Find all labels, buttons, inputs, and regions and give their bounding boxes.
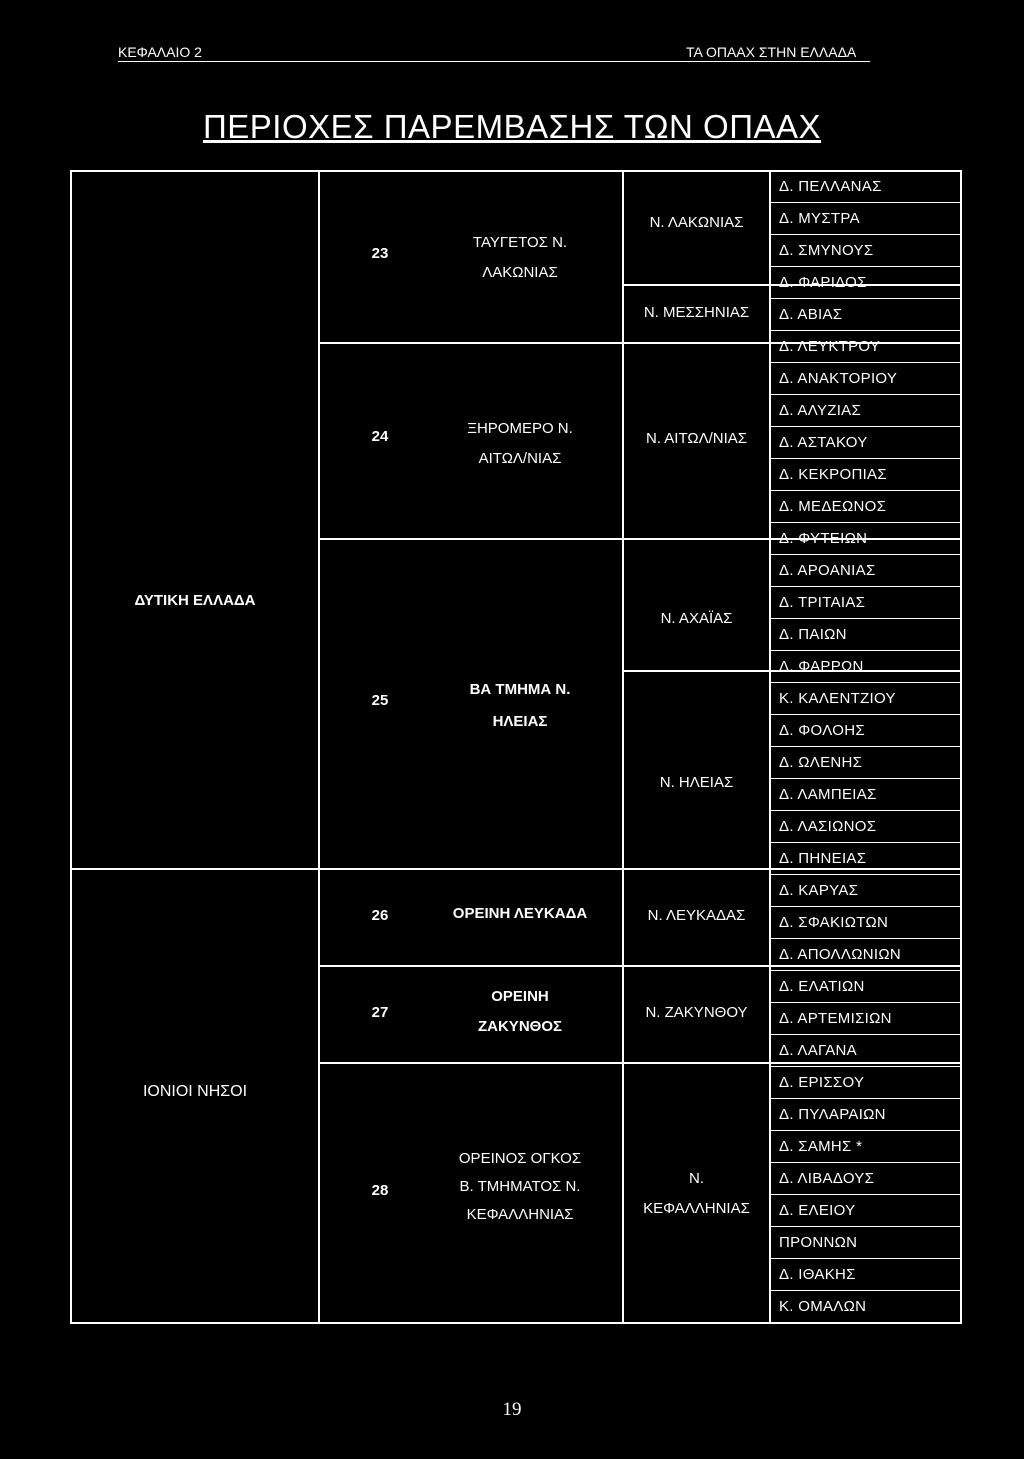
municipality-item: Δ. ΑΒΙΑΣ xyxy=(779,306,843,323)
municipality-row-divider xyxy=(769,394,962,395)
header-rule xyxy=(118,61,870,62)
municipality-item: Δ. ΑΡΤΕΜΙΣΙΩΝ xyxy=(779,1010,892,1027)
municipality-row-divider xyxy=(769,1162,962,1163)
municipality-row-divider xyxy=(769,1002,962,1003)
municipality-row-divider xyxy=(769,618,962,619)
municipality-row-divider xyxy=(769,426,962,427)
municipality-item: Δ. ΠΕΛΛΑΝΑΣ xyxy=(779,178,882,195)
municipality-item: Δ. ΠΥΛΑΡΑΙΩΝ xyxy=(779,1106,886,1123)
municipality-row-divider xyxy=(769,1194,962,1195)
table-border-left xyxy=(70,170,72,1324)
row-divider xyxy=(318,965,962,967)
area-name-line: ΟΡΕΙΝΗ xyxy=(491,988,549,1005)
municipality-item: Κ. ΚΑΛΕΝΤΖΙΟΥ xyxy=(779,690,896,707)
municipality-row-divider xyxy=(769,970,962,971)
area-number: 25 xyxy=(371,692,389,709)
page-title: ΠΕΡΙΟΧΕΣ ΠΑΡΕΜΒΑΣΗΣ ΤΩΝ ΟΠΑΑΧ xyxy=(202,108,822,145)
municipality-row-divider xyxy=(769,1066,962,1067)
area-name xyxy=(420,228,620,288)
area-name-line: Β. ΤΜΗΜΑΤΟΣ Ν. xyxy=(459,1178,581,1195)
prefecture-name: Ν. ΛΕΥΚΑΔΑΣ xyxy=(647,907,746,924)
municipality-row-divider xyxy=(769,1098,962,1099)
municipality-row-divider xyxy=(769,714,962,715)
municipality-row-divider xyxy=(769,490,962,491)
municipality-item: Δ. ΚΑΡΥΑΣ xyxy=(779,882,859,899)
area-name-line: ΖΑΚΥΝΘΟΣ xyxy=(477,1018,562,1035)
prefecture-name: Ν. ΑΧΑΪΑΣ xyxy=(660,610,733,627)
municipality-item: Δ. ΛΑΣΙΩΝΟΣ xyxy=(779,818,877,835)
municipality-row-divider xyxy=(769,298,962,299)
municipality-item: Δ. ΦΟΛΟΗΣ xyxy=(779,722,865,739)
municipality-row-divider xyxy=(769,586,962,587)
municipality-item: Δ. ΜΕΔΕΩΝΟΣ xyxy=(779,498,887,515)
area-name-line: ΒΑ ΤΜΗΜΑ Ν. xyxy=(469,681,571,698)
municipality-item: Δ. ΩΛΕΝΗΣ xyxy=(779,754,863,771)
municipality-item: Δ. ΕΛΑΤΙΩΝ xyxy=(779,978,865,995)
region-name: ΙΟΝΙΟΙ ΝΗΣΟΙ xyxy=(142,1083,248,1100)
municipality-row-divider xyxy=(769,1258,962,1259)
municipality-item: Δ. ΤΡΙΤΑΙΑΣ xyxy=(779,594,866,611)
municipality-row-divider xyxy=(769,778,962,779)
municipality-item: Δ. ΕΡΙΣΣΟΥ xyxy=(779,1074,865,1091)
municipality-item: Δ. ΣΦΑΚΙΩΤΩΝ xyxy=(779,914,889,931)
municipality-item: Δ. ΑΛΥΖΙΑΣ xyxy=(779,402,862,419)
municipality-row-divider xyxy=(769,266,962,267)
table-border-bottom xyxy=(70,1322,962,1324)
area-name xyxy=(420,982,620,1042)
area-number: 26 xyxy=(371,907,389,924)
page-number: 19 xyxy=(502,1399,522,1420)
municipality-row-divider xyxy=(769,522,962,523)
area-number: 23 xyxy=(371,245,389,262)
municipality-item: Δ. ΑΠΟΛΛΩΝΙΩΝ xyxy=(779,946,901,963)
region-name: ΔΥΤΙΚΗ ΕΛΛΑΔΑ xyxy=(134,592,256,609)
prefecture-name: Ν. ΜΕΣΣΗΝΙΑΣ xyxy=(643,304,750,321)
municipality-item: Δ. ΣΑΜΗΣ * xyxy=(779,1138,863,1155)
prefecture-name xyxy=(624,1164,769,1224)
municipality-row-divider xyxy=(769,906,962,907)
municipality-row-divider xyxy=(769,810,962,811)
municipality-row-divider xyxy=(769,458,962,459)
municipality-row-divider xyxy=(769,938,962,939)
area-name xyxy=(420,1145,620,1229)
municipality-item: Δ. ΛΑΜΠΕΙΑΣ xyxy=(779,786,877,803)
area-name xyxy=(420,674,620,738)
municipality-item: Δ. ΛΕΥΚΤΡΟΥ xyxy=(779,338,881,355)
area-name-line: ΟΡΕΙΝΗ ΛΕΥΚΑΔΑ xyxy=(452,905,588,922)
municipality-item: Δ. ΦΑΡΙΔΟΣ xyxy=(779,274,867,291)
municipality-row-divider xyxy=(769,554,962,555)
municipality-item: Δ. ΚΕΚΡΟΠΙΑΣ xyxy=(779,466,887,483)
area-number: 28 xyxy=(371,1182,389,1199)
municipality-item: Δ. ΛΑΓΑΝΑ xyxy=(779,1042,857,1059)
municipality-item: ΠΡΟΝΝΩΝ xyxy=(779,1234,858,1251)
municipality-item: Δ. ΜΥΣΤΡΑ xyxy=(779,210,860,227)
municipality-row-divider xyxy=(769,746,962,747)
municipality-row-divider xyxy=(769,234,962,235)
prefecture-name: Ν. ΖΑΚΥΝΘΟΥ xyxy=(645,1004,748,1021)
prefecture-name: Ν. ΗΛΕΙΑΣ xyxy=(659,774,734,791)
prefecture-name-line: Ν. xyxy=(689,1170,704,1187)
municipality-item: Δ. ΑΡΟΑΝΙΑΣ xyxy=(779,562,876,579)
area-name-line: ΗΛΕΙΑΣ xyxy=(492,713,548,730)
municipality-row-divider xyxy=(769,1130,962,1131)
table-border-top xyxy=(70,170,962,172)
municipality-row-divider xyxy=(769,1226,962,1227)
area-name-line: ΞΗΡΟΜΕΡΟ Ν. xyxy=(467,420,573,437)
area-name-line: ΤΑΥΓΕΤΟΣ Ν. xyxy=(472,234,568,251)
municipality-item: Δ. ΣΜΥΝΟΥΣ xyxy=(779,242,874,259)
book-title: ΤΑ ΟΠΑΑΧ ΣΤΗΝ ΕΛΛΑΔΑ xyxy=(686,44,857,60)
area-name-line: ΚΕΦΑΛΛΗΝΙΑΣ xyxy=(466,1206,574,1223)
area-name-line: ΟΡΕΙΝΟΣ ΟΓΚΟΣ xyxy=(458,1150,582,1167)
area-name-line: ΑΙΤΩΛ/ΝΙΑΣ xyxy=(478,450,562,467)
area-name xyxy=(420,903,620,926)
municipality-item: Δ. ΠΑΙΩΝ xyxy=(779,626,847,643)
municipality-row-divider xyxy=(769,202,962,203)
municipality-row-divider xyxy=(769,1034,962,1035)
municipality-item: Δ. ΑΣΤΑΚΟΥ xyxy=(779,434,868,451)
municipality-item: Δ. ΠΗΝΕΙΑΣ xyxy=(779,850,867,867)
municipality-row-divider xyxy=(769,330,962,331)
area-name xyxy=(420,414,620,474)
row-divider xyxy=(70,868,962,870)
row-divider xyxy=(318,1062,962,1064)
municipality-row-divider xyxy=(769,842,962,843)
municipality-item: Δ. ΦΑΡΡΩΝ xyxy=(779,658,864,675)
municipality-row-divider xyxy=(769,362,962,363)
municipality-row-divider xyxy=(769,874,962,875)
municipality-row-divider xyxy=(769,1290,962,1291)
prefecture-name: Ν. ΛΑΚΩΝΙΑΣ xyxy=(649,214,744,231)
area-name-line: ΛΑΚΩΝΙΑΣ xyxy=(482,264,558,281)
chapter-label: ΚΕΦΑΛΑΙΟ 2 xyxy=(118,44,202,60)
municipality-row-divider xyxy=(769,682,962,683)
municipality-item: Δ. ΑΝΑΚΤΟΡΙΟΥ xyxy=(779,370,898,387)
municipality-item: Δ. ΕΛΕΙΟΥ xyxy=(779,1202,856,1219)
area-number: 24 xyxy=(371,428,389,445)
municipality-row-divider xyxy=(769,650,962,651)
prefecture-name: Ν. ΑΙΤΩΛ/ΝΙΑΣ xyxy=(645,430,748,447)
area-number: 27 xyxy=(371,1004,389,1021)
prefecture-name-line: ΚΕΦΑΛΛΗΝΙΑΣ xyxy=(643,1200,750,1217)
municipality-item: Δ. ΛΙΒΑΔΟΥΣ xyxy=(779,1170,875,1187)
municipality-item: Κ. ΟΜΑΛΩΝ xyxy=(779,1298,867,1315)
municipality-item: Δ. ΙΘΑΚΗΣ xyxy=(779,1266,856,1283)
municipality-item: Δ. ΦΥΤΕΙΩΝ xyxy=(779,530,868,547)
